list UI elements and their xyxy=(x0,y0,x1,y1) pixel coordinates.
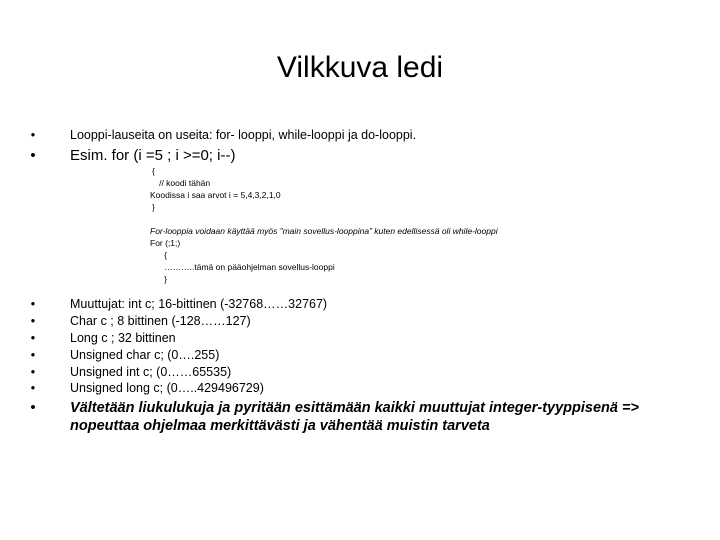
code-line: { xyxy=(150,250,168,260)
bullet-icon: • xyxy=(30,381,36,395)
bullet-icon: • xyxy=(30,399,36,416)
list-item-text: Unsigned long c; (0…..429496729) xyxy=(70,381,264,395)
bullet-icon: • xyxy=(30,128,36,142)
list-item-text: Looppi-lauseita on useita: for- looppi, while-looppi ja do-looppi. xyxy=(70,128,417,142)
code-line: Koodissa i saa arvot i = 5,4,3,2,1,0 xyxy=(150,190,281,200)
bullet-icon: • xyxy=(30,365,36,379)
bullet-icon: • xyxy=(30,297,36,311)
code-line: } xyxy=(152,202,155,212)
list-item-text: Esim. for (i =5 ; i >=0; i--) xyxy=(70,147,236,164)
code-line: } xyxy=(150,274,168,284)
list-item-text: Unsigned int c; (0……65535) xyxy=(70,365,232,379)
code-note: For-looppia voidaan käyttää myös ”main sovellus-looppina” kuten edellisessä oli while-looppi xyxy=(150,226,498,236)
bullet-icon: • xyxy=(30,331,36,345)
code-line: { xyxy=(152,166,155,176)
code-line: For (;1;) xyxy=(150,238,181,248)
list-item-text: Unsigned char c; (0….255) xyxy=(70,348,220,362)
list-item-text: Long c ; 32 bittinen xyxy=(70,331,176,345)
bullet-icon: • xyxy=(30,147,36,164)
list-item-text: Muuttujat: int c; 16-bittinen (-32768……32767) xyxy=(70,297,328,311)
bullet-icon: • xyxy=(30,314,36,328)
code-line: ………..tämä on pääohjelman sovellus-looppi xyxy=(150,262,335,272)
list-item-text: Vältetään liukulukuja ja pyritään esittämään kaikki muuttujat integer-tyyppisenä => nopeuttaa ohjelmaa merkittävästi ja vähentää muistin tarveta xyxy=(70,400,639,434)
slide-title: Vilkkuva ledi xyxy=(276,51,444,84)
code-line: // koodi tähän xyxy=(152,178,211,188)
list-item-text: Char c ; 8 bittinen (-128……127) xyxy=(70,314,251,328)
bullet-icon: • xyxy=(30,348,36,362)
